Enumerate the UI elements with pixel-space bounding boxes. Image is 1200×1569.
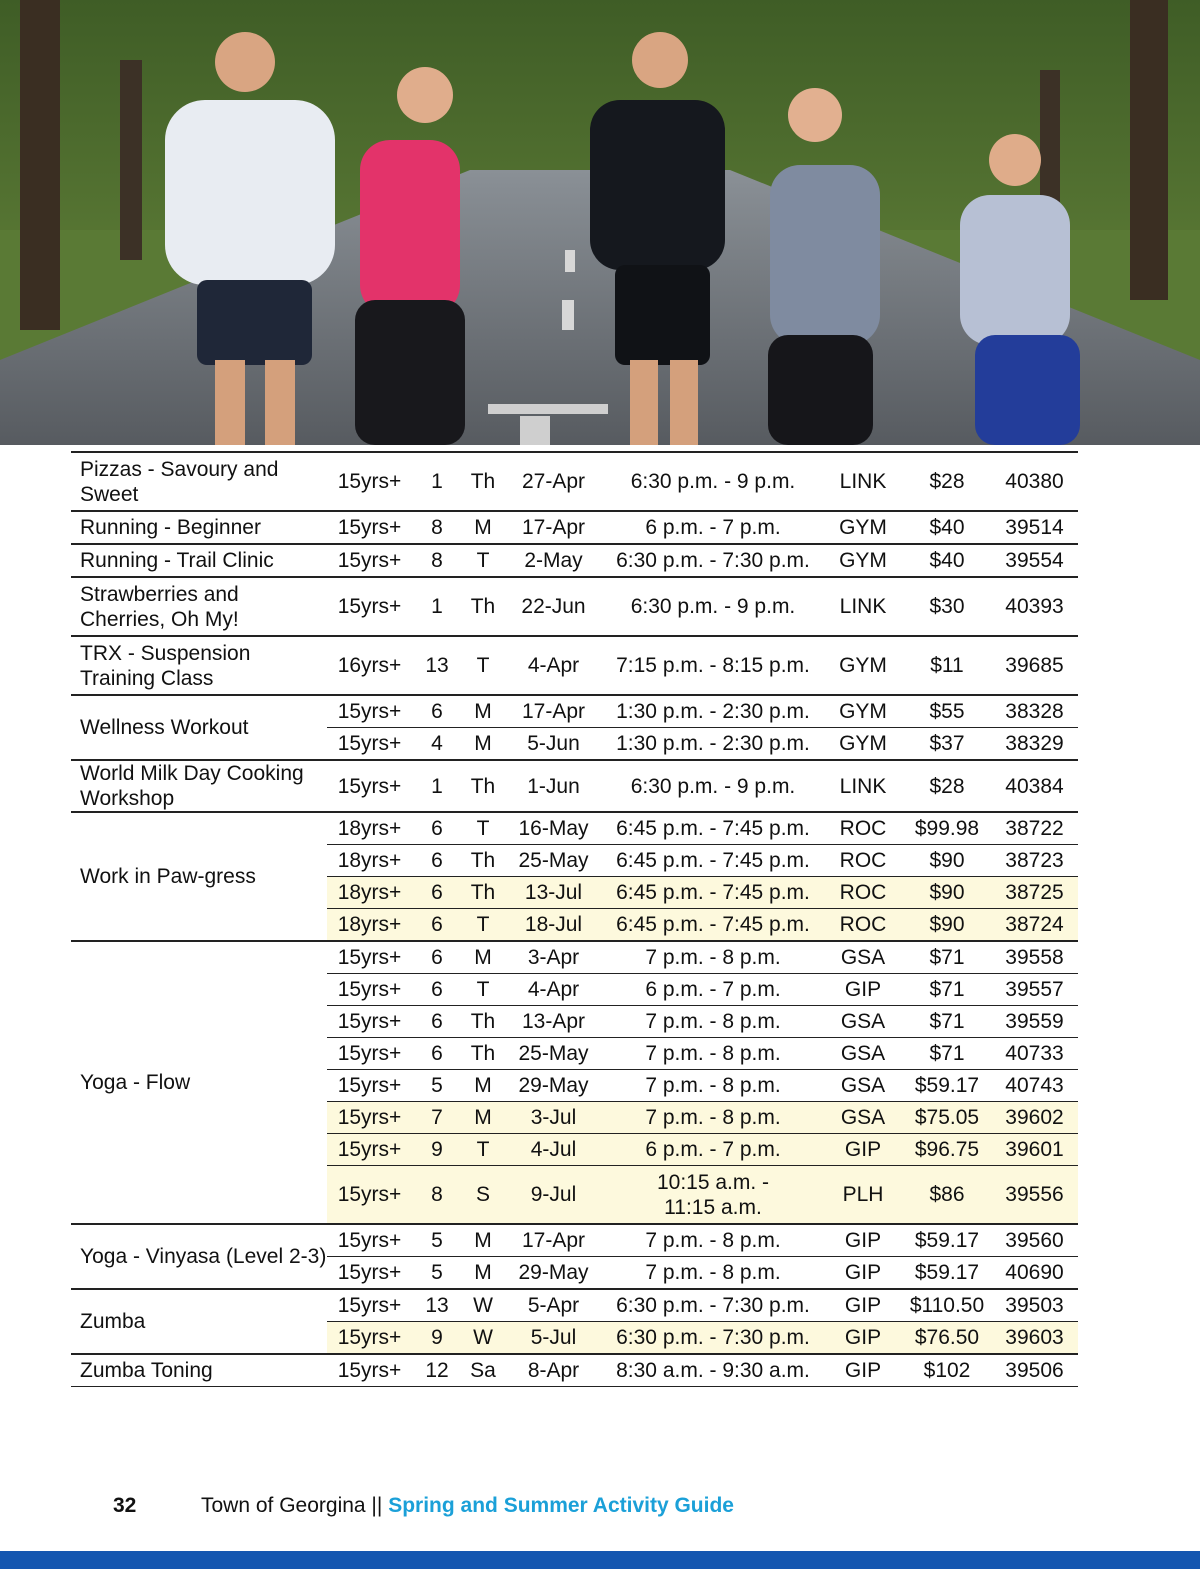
cell-code: 39554 bbox=[991, 544, 1078, 577]
activity-name: Work in Paw-gress bbox=[71, 812, 327, 941]
cell-time: 10:15 a.m. - 11:15 a.m. bbox=[603, 1166, 823, 1225]
cell-time: 6:45 p.m. - 7:45 p.m. bbox=[603, 812, 823, 845]
cell-time: 1:30 p.m. - 2:30 p.m. bbox=[603, 728, 823, 761]
cell-code: 39558 bbox=[991, 941, 1078, 974]
cell-day: M bbox=[462, 941, 504, 974]
cell-fee: $71 bbox=[903, 1038, 991, 1070]
table-row bbox=[71, 1289, 1078, 1322]
cell-age: 15yrs+ bbox=[327, 1070, 412, 1102]
cell-time: 6 p.m. - 7 p.m. bbox=[603, 1134, 823, 1166]
cell-age: 15yrs+ bbox=[327, 695, 412, 728]
cell-age: 15yrs+ bbox=[327, 1166, 412, 1225]
table-row bbox=[71, 695, 1078, 728]
cell-start: 3-Jul bbox=[504, 1102, 603, 1134]
cell-start: 5-Apr bbox=[504, 1289, 603, 1322]
cell-sessions: 4 bbox=[412, 728, 462, 761]
activity-name: World Milk Day Cooking Workshop bbox=[71, 760, 327, 812]
cell-day: Th bbox=[462, 1006, 504, 1038]
cell-day: Th bbox=[462, 877, 504, 909]
cell-age: 15yrs+ bbox=[327, 1006, 412, 1038]
cell-code: 40393 bbox=[991, 577, 1078, 636]
cell-age: 15yrs+ bbox=[327, 1102, 412, 1134]
cell-start: 18-Jul bbox=[504, 909, 603, 942]
cell-sessions: 1 bbox=[412, 452, 462, 511]
cell-location: LINK bbox=[823, 577, 903, 636]
cell-sessions: 1 bbox=[412, 577, 462, 636]
cell-code: 39559 bbox=[991, 1006, 1078, 1038]
footer-bar bbox=[0, 1551, 1200, 1569]
cell-fee: $71 bbox=[903, 1006, 991, 1038]
cell-start: 17-Apr bbox=[504, 511, 603, 544]
cell-location: LINK bbox=[823, 452, 903, 511]
cell-fee: $86 bbox=[903, 1166, 991, 1225]
cell-fee: $40 bbox=[903, 511, 991, 544]
cell-age: 15yrs+ bbox=[327, 760, 412, 812]
cell-start: 25-May bbox=[504, 845, 603, 877]
cell-time: 6:30 p.m. - 9 p.m. bbox=[603, 577, 823, 636]
cell-location: PLH bbox=[823, 1166, 903, 1225]
cell-age: 15yrs+ bbox=[327, 577, 412, 636]
cell-age: 15yrs+ bbox=[327, 452, 412, 511]
cell-age: 18yrs+ bbox=[327, 812, 412, 845]
cell-age: 18yrs+ bbox=[327, 845, 412, 877]
cell-location: GYM bbox=[823, 636, 903, 695]
cell-time: 6:45 p.m. - 7:45 p.m. bbox=[603, 909, 823, 942]
cell-code: 38722 bbox=[991, 812, 1078, 845]
cell-start: 3-Apr bbox=[504, 941, 603, 974]
cell-start: 25-May bbox=[504, 1038, 603, 1070]
cell-start: 5-Jul bbox=[504, 1322, 603, 1355]
cell-age: 15yrs+ bbox=[327, 1289, 412, 1322]
table-row bbox=[71, 760, 1078, 812]
cell-code: 38723 bbox=[991, 845, 1078, 877]
cell-fee: $96.75 bbox=[903, 1134, 991, 1166]
cell-day: M bbox=[462, 695, 504, 728]
cell-time: 6:30 p.m. - 9 p.m. bbox=[603, 760, 823, 812]
cell-day: Th bbox=[462, 845, 504, 877]
activity-name: Running - Trail Clinic bbox=[71, 544, 327, 577]
cell-fee: $30 bbox=[903, 577, 991, 636]
cell-time: 6:30 p.m. - 9 p.m. bbox=[603, 452, 823, 511]
cell-age: 16yrs+ bbox=[327, 636, 412, 695]
cell-fee: $71 bbox=[903, 941, 991, 974]
cell-code: 39560 bbox=[991, 1224, 1078, 1257]
page-number: 32 bbox=[113, 1494, 137, 1517]
cell-sessions: 6 bbox=[412, 695, 462, 728]
cell-fee: $28 bbox=[903, 452, 991, 511]
cell-code: 39514 bbox=[991, 511, 1078, 544]
cell-fee: $40 bbox=[903, 544, 991, 577]
cell-day: T bbox=[462, 909, 504, 942]
cell-time: 6:30 p.m. - 7:30 p.m. bbox=[603, 1289, 823, 1322]
cell-day: M bbox=[462, 1224, 504, 1257]
cell-sessions: 8 bbox=[412, 544, 462, 577]
cell-time: 8:30 a.m. - 9:30 a.m. bbox=[603, 1354, 823, 1387]
cell-location: GIP bbox=[823, 974, 903, 1006]
cell-code: 38329 bbox=[991, 728, 1078, 761]
cell-code: 40690 bbox=[991, 1257, 1078, 1290]
cell-time: 7 p.m. - 8 p.m. bbox=[603, 941, 823, 974]
cell-code: 38724 bbox=[991, 909, 1078, 942]
cell-location: GIP bbox=[823, 1134, 903, 1166]
cell-time: 6:30 p.m. - 7:30 p.m. bbox=[603, 544, 823, 577]
activity-name: TRX - Suspension Training Class bbox=[71, 636, 327, 695]
activity-name: Yoga - Vinyasa (Level 2-3) bbox=[71, 1224, 327, 1289]
cell-fee: $90 bbox=[903, 909, 991, 942]
cell-location: GYM bbox=[823, 695, 903, 728]
cell-age: 15yrs+ bbox=[327, 941, 412, 974]
cell-start: 9-Jul bbox=[504, 1166, 603, 1225]
cell-code: 39601 bbox=[991, 1134, 1078, 1166]
table-row bbox=[71, 636, 1078, 695]
cell-fee: $110.50 bbox=[903, 1289, 991, 1322]
cell-code: 39602 bbox=[991, 1102, 1078, 1134]
cell-location: GYM bbox=[823, 544, 903, 577]
table-row bbox=[71, 511, 1078, 544]
table-row bbox=[71, 452, 1078, 511]
cell-time: 6 p.m. - 7 p.m. bbox=[603, 974, 823, 1006]
cell-location: GSA bbox=[823, 941, 903, 974]
cell-location: LINK bbox=[823, 760, 903, 812]
cell-day: M bbox=[462, 1257, 504, 1290]
cell-age: 15yrs+ bbox=[327, 544, 412, 577]
cell-sessions: 6 bbox=[412, 1006, 462, 1038]
cell-start: 2-May bbox=[504, 544, 603, 577]
table-row bbox=[71, 577, 1078, 636]
cell-start: 1-Jun bbox=[504, 760, 603, 812]
cell-code: 40380 bbox=[991, 452, 1078, 511]
cell-day: W bbox=[462, 1322, 504, 1355]
cell-age: 18yrs+ bbox=[327, 909, 412, 942]
cell-location: GIP bbox=[823, 1257, 903, 1290]
cell-age: 15yrs+ bbox=[327, 1322, 412, 1355]
cell-time: 7 p.m. - 8 p.m. bbox=[603, 1102, 823, 1134]
cell-fee: $11 bbox=[903, 636, 991, 695]
cell-fee: $99.98 bbox=[903, 812, 991, 845]
cell-code: 40384 bbox=[991, 760, 1078, 812]
cell-fee: $90 bbox=[903, 877, 991, 909]
cell-start: 22-Jun bbox=[504, 577, 603, 636]
cell-fee: $71 bbox=[903, 974, 991, 1006]
cell-location: GSA bbox=[823, 1038, 903, 1070]
cell-age: 15yrs+ bbox=[327, 1038, 412, 1070]
cell-time: 7 p.m. - 8 p.m. bbox=[603, 1224, 823, 1257]
cell-time: 6:30 p.m. - 7:30 p.m. bbox=[603, 1322, 823, 1355]
cell-day: T bbox=[462, 974, 504, 1006]
cell-fee: $59.17 bbox=[903, 1070, 991, 1102]
cell-start: 13-Apr bbox=[504, 1006, 603, 1038]
cell-age: 15yrs+ bbox=[327, 511, 412, 544]
cell-fee: $55 bbox=[903, 695, 991, 728]
table-row bbox=[71, 1224, 1078, 1257]
table-row bbox=[71, 812, 1078, 845]
table-row bbox=[71, 544, 1078, 577]
cell-day: T bbox=[462, 1134, 504, 1166]
cell-code: 40733 bbox=[991, 1038, 1078, 1070]
cell-day: T bbox=[462, 812, 504, 845]
activity-schedule-table bbox=[71, 451, 1078, 1387]
cell-sessions: 9 bbox=[412, 1134, 462, 1166]
cell-day: M bbox=[462, 511, 504, 544]
activity-name: Zumba Toning bbox=[71, 1354, 327, 1387]
cell-code: 39685 bbox=[991, 636, 1078, 695]
cell-start: 17-Apr bbox=[504, 695, 603, 728]
cell-age: 15yrs+ bbox=[327, 1354, 412, 1387]
cell-code: 39506 bbox=[991, 1354, 1078, 1387]
cell-fee: $75.05 bbox=[903, 1102, 991, 1134]
cell-code: 39503 bbox=[991, 1289, 1078, 1322]
cell-sessions: 12 bbox=[412, 1354, 462, 1387]
cell-location: GIP bbox=[823, 1289, 903, 1322]
runners-photo bbox=[0, 0, 1200, 445]
cell-day: M bbox=[462, 1070, 504, 1102]
cell-start: 29-May bbox=[504, 1070, 603, 1102]
cell-day: Th bbox=[462, 760, 504, 812]
cell-day: Sa bbox=[462, 1354, 504, 1387]
cell-start: 17-Apr bbox=[504, 1224, 603, 1257]
org-name: Town of Georgina || bbox=[201, 1494, 383, 1517]
cell-sessions: 5 bbox=[412, 1070, 462, 1102]
cell-location: GYM bbox=[823, 511, 903, 544]
cell-code: 38725 bbox=[991, 877, 1078, 909]
cell-sessions: 6 bbox=[412, 877, 462, 909]
activity-name: Pizzas - Savoury and Sweet bbox=[71, 452, 327, 511]
cell-age: 15yrs+ bbox=[327, 1224, 412, 1257]
cell-time: 7 p.m. - 8 p.m. bbox=[603, 1038, 823, 1070]
cell-time: 6 p.m. - 7 p.m. bbox=[603, 511, 823, 544]
table-row bbox=[71, 1354, 1078, 1387]
cell-fee: $59.17 bbox=[903, 1224, 991, 1257]
cell-code: 39603 bbox=[991, 1322, 1078, 1355]
cell-start: 13-Jul bbox=[504, 877, 603, 909]
cell-start: 4-Apr bbox=[504, 636, 603, 695]
cell-day: T bbox=[462, 636, 504, 695]
cell-location: ROC bbox=[823, 845, 903, 877]
cell-day: S bbox=[462, 1166, 504, 1225]
cell-location: GIP bbox=[823, 1322, 903, 1355]
activity-name: Yoga - Flow bbox=[71, 941, 327, 1224]
cell-code: 40743 bbox=[991, 1070, 1078, 1102]
cell-start: 16-May bbox=[504, 812, 603, 845]
cell-sessions: 9 bbox=[412, 1322, 462, 1355]
cell-time: 7 p.m. - 8 p.m. bbox=[603, 1257, 823, 1290]
cell-time: 6:45 p.m. - 7:45 p.m. bbox=[603, 845, 823, 877]
table-row bbox=[71, 941, 1078, 974]
cell-day: M bbox=[462, 1102, 504, 1134]
cell-age: 15yrs+ bbox=[327, 974, 412, 1006]
cell-time: 1:30 p.m. - 2:30 p.m. bbox=[603, 695, 823, 728]
cell-sessions: 6 bbox=[412, 909, 462, 942]
cell-location: ROC bbox=[823, 909, 903, 942]
cell-location: GIP bbox=[823, 1224, 903, 1257]
cell-start: 29-May bbox=[504, 1257, 603, 1290]
guide-title: Spring and Summer Activity Guide bbox=[388, 1494, 734, 1517]
cell-fee: $37 bbox=[903, 728, 991, 761]
activity-name: Running - Beginner bbox=[71, 511, 327, 544]
cell-day: Th bbox=[462, 577, 504, 636]
cell-day: Th bbox=[462, 452, 504, 511]
cell-code: 39557 bbox=[991, 974, 1078, 1006]
cell-fee: $28 bbox=[903, 760, 991, 812]
cell-sessions: 7 bbox=[412, 1102, 462, 1134]
cell-start: 5-Jun bbox=[504, 728, 603, 761]
cell-location: GSA bbox=[823, 1102, 903, 1134]
cell-time: 7 p.m. - 8 p.m. bbox=[603, 1006, 823, 1038]
cell-sessions: 5 bbox=[412, 1224, 462, 1257]
cell-location: ROC bbox=[823, 812, 903, 845]
cell-start: 4-Jul bbox=[504, 1134, 603, 1166]
cell-age: 15yrs+ bbox=[327, 1257, 412, 1290]
cell-fee: $59.17 bbox=[903, 1257, 991, 1290]
cell-time: 6:45 p.m. - 7:45 p.m. bbox=[603, 877, 823, 909]
cell-sessions: 1 bbox=[412, 760, 462, 812]
cell-location: GIP bbox=[823, 1354, 903, 1387]
cell-sessions: 6 bbox=[412, 812, 462, 845]
cell-fee: $102 bbox=[903, 1354, 991, 1387]
cell-sessions: 6 bbox=[412, 845, 462, 877]
cell-age: 15yrs+ bbox=[327, 728, 412, 761]
cell-location: GSA bbox=[823, 1006, 903, 1038]
activity-name: Zumba bbox=[71, 1289, 327, 1354]
cell-day: W bbox=[462, 1289, 504, 1322]
cell-age: 18yrs+ bbox=[327, 877, 412, 909]
cell-fee: $76.50 bbox=[903, 1322, 991, 1355]
cell-time: 7:15 p.m. - 8:15 p.m. bbox=[603, 636, 823, 695]
page-footer bbox=[113, 1494, 734, 1518]
cell-location: GYM bbox=[823, 728, 903, 761]
cell-time: 7 p.m. - 8 p.m. bbox=[603, 1070, 823, 1102]
activity-name: Wellness Workout bbox=[71, 695, 327, 760]
cell-start: 4-Apr bbox=[504, 974, 603, 1006]
cell-start: 27-Apr bbox=[504, 452, 603, 511]
cell-sessions: 5 bbox=[412, 1257, 462, 1290]
cell-code: 39556 bbox=[991, 1166, 1078, 1225]
cell-start: 8-Apr bbox=[504, 1354, 603, 1387]
cell-code: 38328 bbox=[991, 695, 1078, 728]
cell-sessions: 6 bbox=[412, 1038, 462, 1070]
cell-location: GSA bbox=[823, 1070, 903, 1102]
cell-day: T bbox=[462, 544, 504, 577]
cell-day: M bbox=[462, 728, 504, 761]
cell-age: 15yrs+ bbox=[327, 1134, 412, 1166]
cell-sessions: 13 bbox=[412, 1289, 462, 1322]
activity-name: Strawberries and Cherries, Oh My! bbox=[71, 577, 327, 636]
cell-sessions: 6 bbox=[412, 974, 462, 1006]
runners-photo-icon bbox=[0, 0, 1200, 445]
cell-sessions: 8 bbox=[412, 1166, 462, 1225]
cell-sessions: 13 bbox=[412, 636, 462, 695]
cell-location: ROC bbox=[823, 877, 903, 909]
cell-sessions: 8 bbox=[412, 511, 462, 544]
cell-fee: $90 bbox=[903, 845, 991, 877]
cell-day: Th bbox=[462, 1038, 504, 1070]
cell-sessions: 6 bbox=[412, 941, 462, 974]
